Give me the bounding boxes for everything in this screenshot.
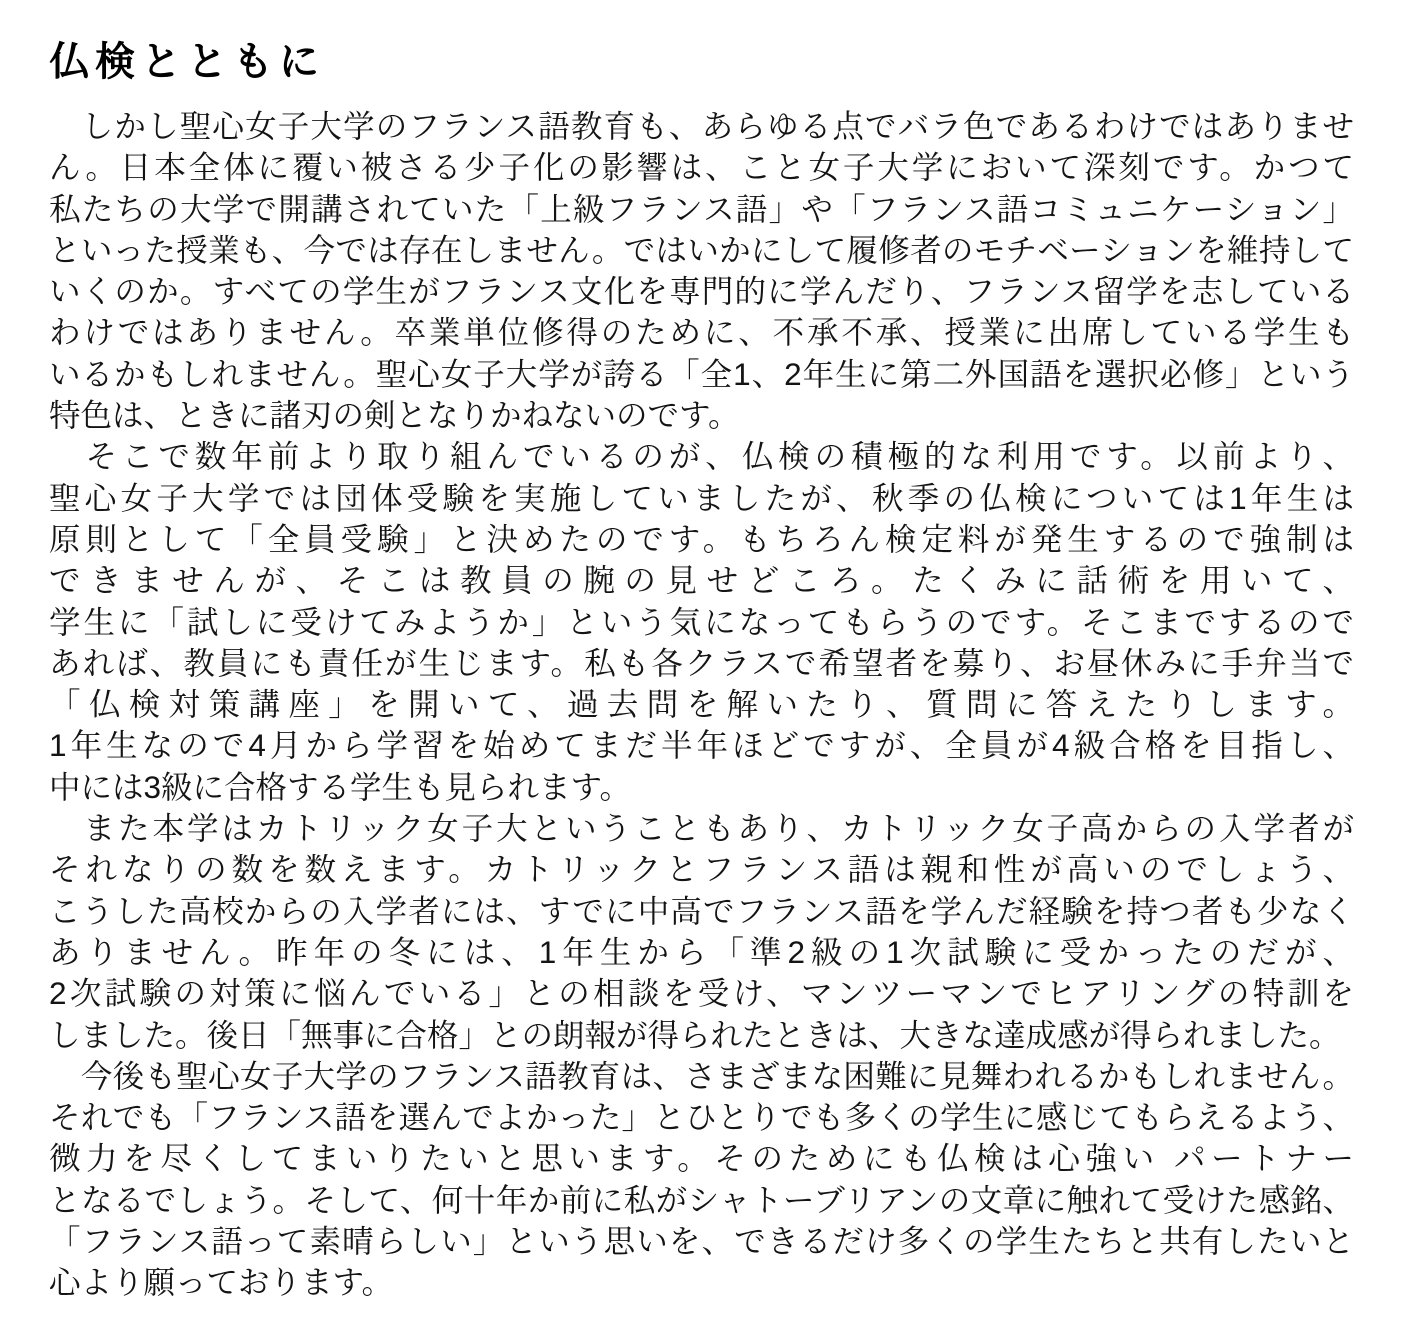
- text-line: あれば、教員にも責任が生じます。私も各クラスで希望者を募り、お昼休みに手弁当で: [49, 644, 1354, 681]
- text-line: ん。日本全体に覆い被さる少子化の影響は、こと女子大学において深刻です。かつて: [49, 149, 1354, 186]
- text-line: 心より願っております。: [49, 1264, 393, 1301]
- text-line: となるでしょう。そして、何十年か前に私がシャトーブリアンの文章に触れて受けた感銘、: [49, 1181, 1354, 1218]
- text-line: できませんが、そこは教員の腕の見せどころ。たくみに話術を用いて、: [49, 562, 1354, 599]
- paragraph-3: [49, 808, 1365, 1056]
- text-line: それなりの数を数えます。カトリックとフランス語は親和性が高いのでしょう、: [49, 851, 1354, 888]
- text-line: 1年生なので4月から学習を始めてまだ半年ほどですが、全員が4級合格を目指し、: [49, 727, 1354, 764]
- text-line: 2次試験の対策に悩んでいる」との相談を受け、マンツーマンでヒアリングの特訓を: [49, 975, 1354, 1012]
- text-line: 私たちの大学で開講されていた「上級フランス語」や「フランス語コミュニケーション」: [49, 190, 1354, 227]
- text-line: 中には3級に合格する学生も見られます。: [49, 768, 632, 805]
- text-line: 原則として「全員受験」と決めたのです。もちろん検定料が発生するので強制は: [49, 520, 1354, 557]
- paragraph-2: [49, 436, 1365, 808]
- text-line: 今後も聖心女子大学のフランス語教育は、さまざまな困難に見舞われるかもしれません。: [49, 1057, 1354, 1094]
- text-line: しました。後日「無事に合格」との朗報が得られたときは、大きな達成感が得られました。: [49, 1016, 1341, 1053]
- text-line: 微力を尽くしてまいりたいと思います。そのためにも仏検は心強い パートナー: [49, 1140, 1354, 1177]
- text-line: 「仏検対策講座」を開いて、過去問を解いたり、質問に答えたりします。: [49, 686, 1354, 723]
- paragraph-4: [49, 1056, 1365, 1304]
- text-line: こうした高校からの入学者には、すでに中高でフランス語を学んだ経験を持つ者も少なく: [49, 892, 1354, 929]
- text-line: 聖心女子大学では団体受験を実施していましたが、秋季の仏検については1年生は: [49, 479, 1354, 516]
- page-title: 仏検とともに: [49, 40, 325, 84]
- text-line: いくのか。すべての学生がフランス文化を専門的に学んだり、フランス留学を志している: [49, 273, 1354, 310]
- paragraph-1: [49, 106, 1365, 436]
- text-line: そこで数年前より取り組んでいるのが、仏検の積極的な利用です。以前より、: [49, 438, 1354, 475]
- text-line: いるかもしれません。聖心女子大学が誇る「全1、2年生に第二外国語を選択必修」という: [49, 355, 1354, 392]
- text-line: 学生に「試しに受けてみようか」という気になってもらうのです。そこまでするので: [49, 603, 1354, 640]
- text-line: ありません。昨年の冬には、1年生から「準2級の1次試験に受かったのだが、: [49, 933, 1354, 970]
- text-line: それでも「フランス語を選んでよかった」とひとりでも多くの学生に感じてもらえるよう、: [49, 1099, 1354, 1136]
- text-line: わけではありません。卒業単位修得のために、不承不承、授業に出席している学生も: [49, 314, 1354, 351]
- text-line: といった授業も、今では存在しません。ではいかにして履修者のモチベーションを維持して: [49, 231, 1354, 268]
- text-line: 「フランス語って素晴らしい」という思いを、できるだけ多くの学生たちと共有したいと: [49, 1223, 1354, 1260]
- text-line: しかし聖心女子大学のフランス語教育も、あらゆる点でバラ色であるわけではありませ: [49, 108, 1354, 144]
- text-line: また本学はカトリック女子大ということもあり、カトリック女子高からの入学者が: [49, 810, 1354, 847]
- text-line: 特色は、ときに諸刃の剣となりかねないのです。: [49, 397, 740, 434]
